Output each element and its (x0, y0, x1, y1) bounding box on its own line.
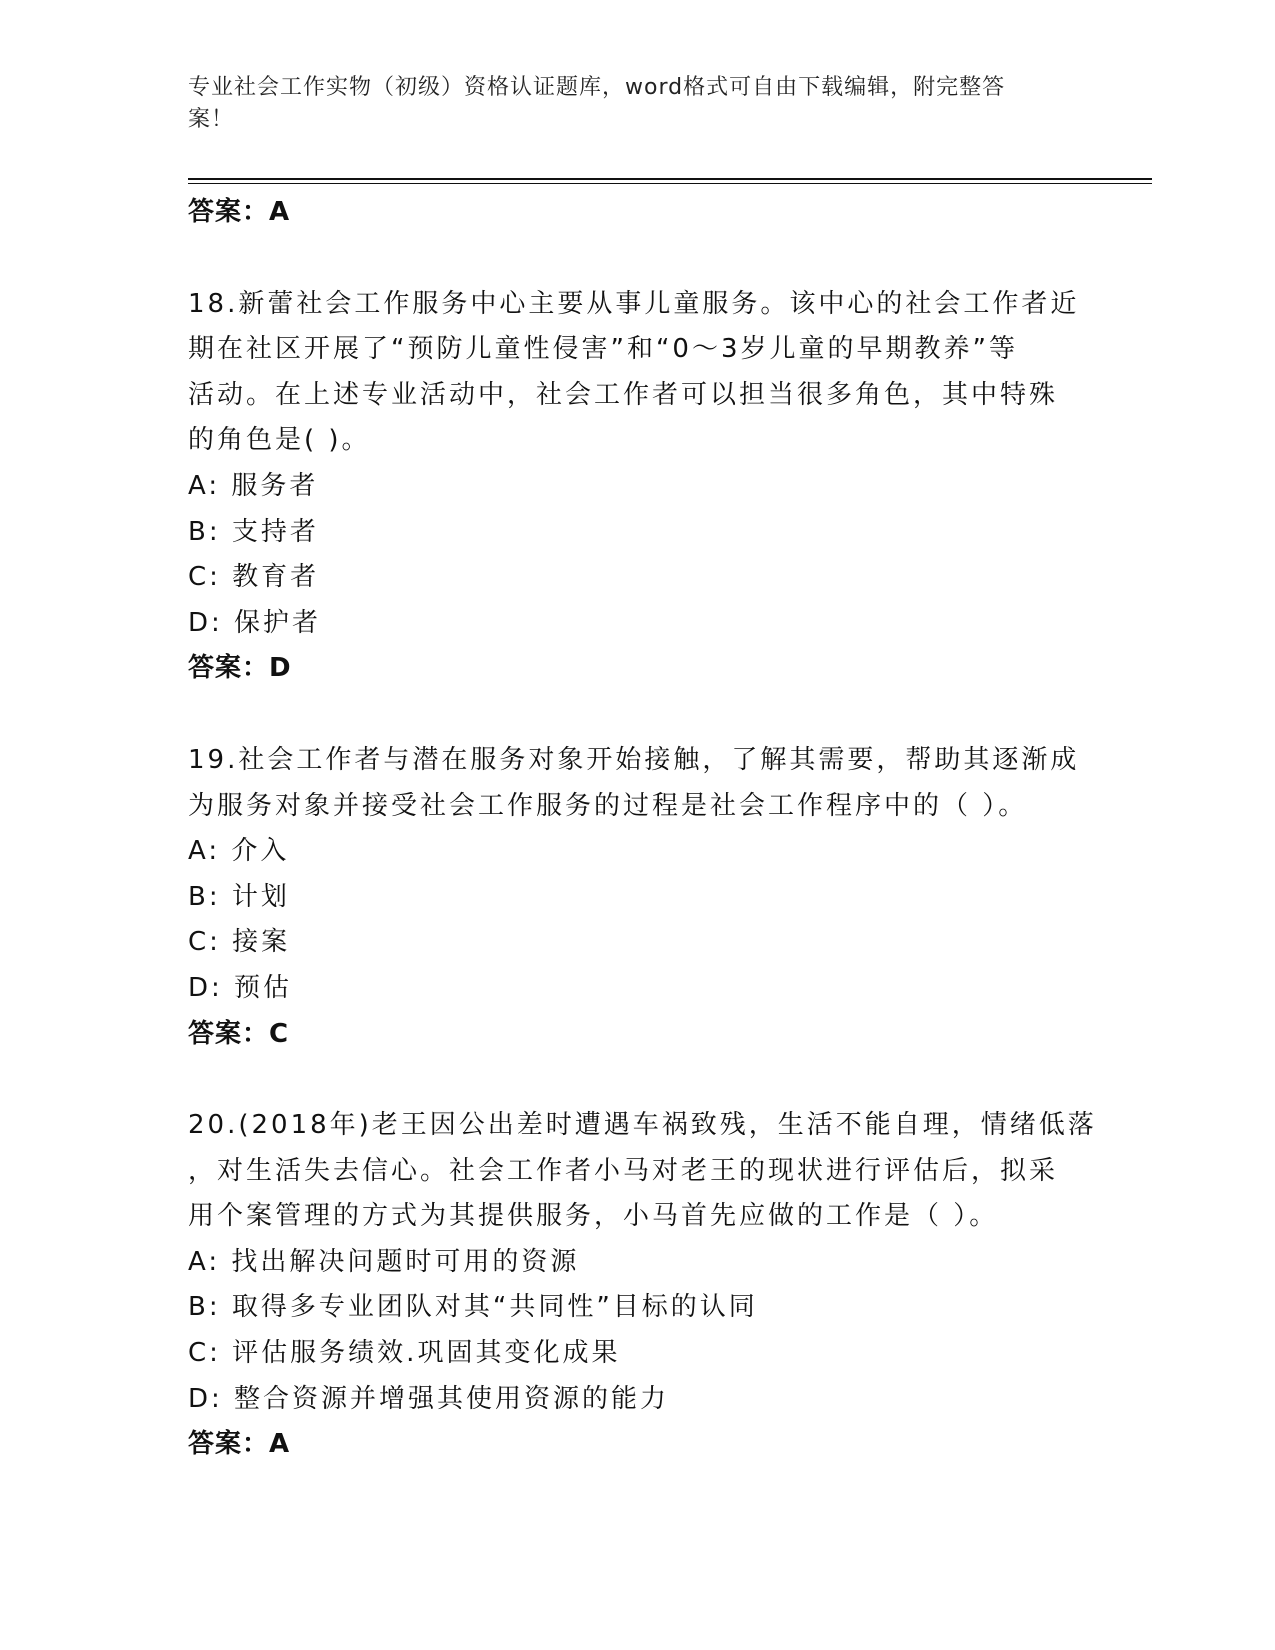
option-c: C: 评估服务绩效.巩固其变化成果 (188, 1338, 621, 1369)
header-divider (188, 178, 1152, 180)
header-line-2: 案！ (188, 107, 235, 132)
option-a: A: 介入 (188, 836, 290, 867)
question-stem-line: 的角色是( )。 (188, 425, 371, 456)
question-stem-line: 用个案管理的方式为其提供服务，小马首先应做的工作是（ ）。 (188, 1201, 999, 1232)
question-19 (188, 738, 1088, 1057)
option-b: B: 支持者 (188, 516, 319, 547)
question-stem-line: 为服务对象并接受社会工作服务的过程是社会工作程序中的（ ）。 (188, 790, 1028, 821)
option-c: C: 教育者 (188, 562, 320, 593)
question-stem-line: 18.新蕾社会工作服务中心主要从事儿童服务。该中心的社会工作者近 (188, 288, 1080, 319)
question-stem-line: ，对生活失去信心。社会工作者小马对老王的现状进行评估后，拟采 (188, 1155, 1059, 1186)
question-stem-line: 活动。在上述专业活动中，社会工作者可以担当很多角色，其中特殊 (188, 379, 1059, 410)
spacer (188, 1057, 1088, 1103)
answer: 答案：C (188, 1018, 290, 1049)
question-stem-line: 期在社区开展了“预防儿童性侵害”和“0～3岁儿童的早期教养”等 (188, 334, 1018, 365)
option-d: D: 预估 (188, 972, 293, 1003)
option-a: A: 找出解决问题时可用的资源 (188, 1246, 580, 1277)
question-stem-line: 19.社会工作者与潜在服务对象开始接触，了解其需要，帮助其逐渐成 (188, 744, 1080, 775)
header-line-1: 专业社会工作实物（初级）资格认证题库，word格式可自由下载编辑，附完整答 (188, 75, 1006, 100)
document-header (188, 72, 1068, 136)
option-d: D: 整合资源并增强其使用资源的能力 (188, 1383, 670, 1414)
option-d: D: 保护者 (188, 607, 322, 638)
question-20 (188, 1103, 1097, 1468)
option-b: B: 取得多专业团队对其“共同性”目标的认同 (188, 1292, 758, 1323)
question-stem-line: 20.(2018年)老王因公出差时遭遇车祸致残，生活不能自理，情绪低落 (188, 1110, 1097, 1141)
question-18 (188, 282, 1088, 692)
option-b: B: 计划 (188, 881, 290, 912)
header-divider-thin (188, 183, 1152, 184)
option-c: C: 接案 (188, 927, 291, 958)
option-a: A: 服务者 (188, 470, 319, 501)
answer: 答案：A (188, 1429, 291, 1460)
document-body (188, 190, 1097, 1468)
answer: 答案：D (188, 653, 292, 684)
previous-answer: 答案：A (188, 197, 291, 227)
spacer (188, 692, 1088, 738)
spacer (188, 236, 1088, 282)
